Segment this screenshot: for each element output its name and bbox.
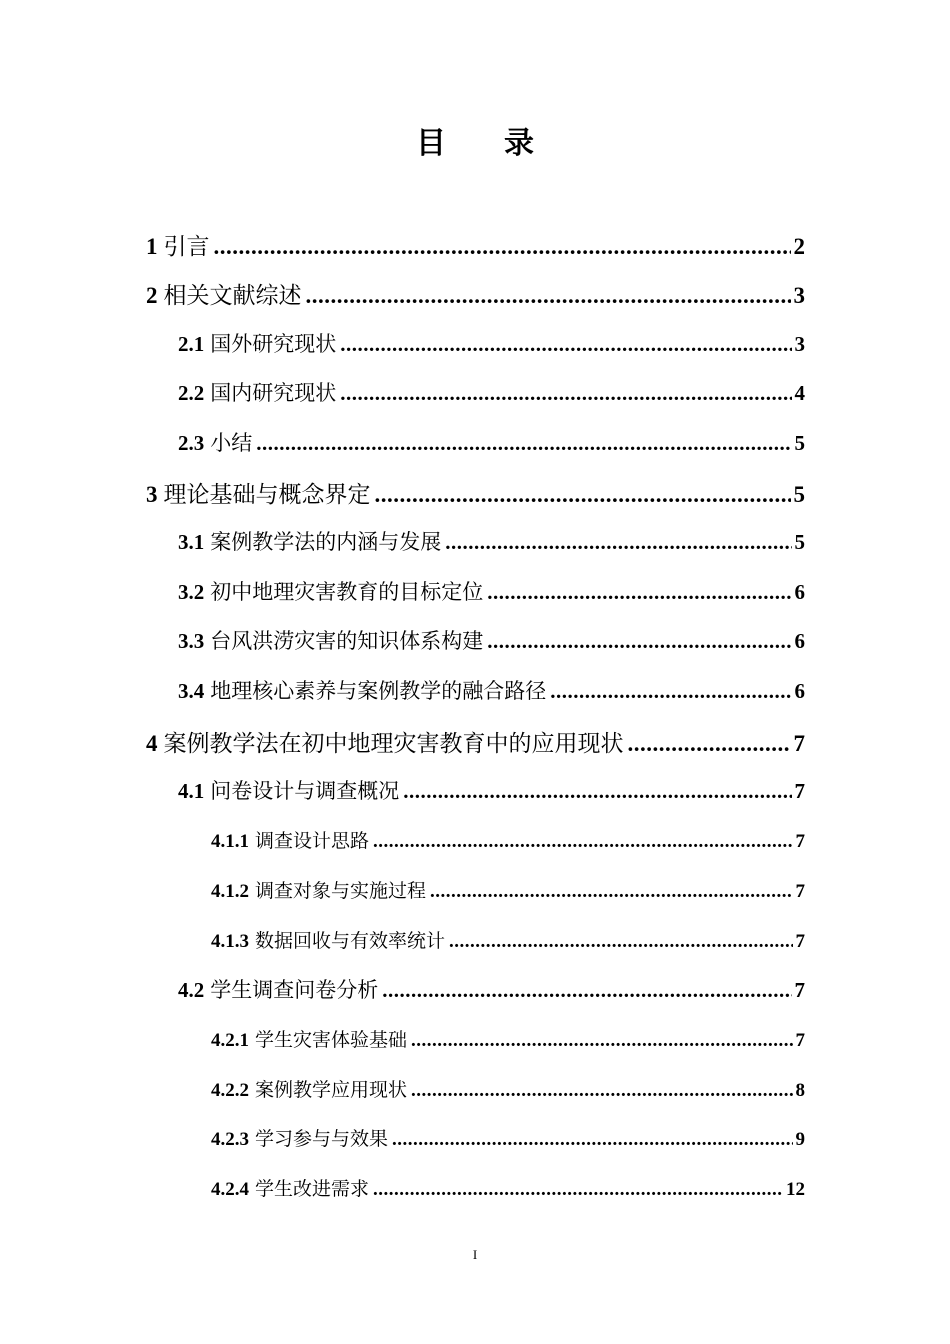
dot-leader xyxy=(375,482,791,508)
toc-entry-title: 调查设计思路 xyxy=(255,830,370,852)
toc-entry-title: 案例教学法在初中地理灾害教育中的应用现状 xyxy=(163,731,624,757)
toc-entry-title: 引言 xyxy=(163,234,210,260)
toc-entry-title: 初中地理灾害教育的目标定位 xyxy=(210,580,484,604)
toc-entry-3-2[interactable] xyxy=(178,576,805,606)
toc-entry-number: 4.2.3 xyxy=(211,1129,249,1150)
toc-entry-page: 4 xyxy=(794,381,805,405)
toc-entry-page: 9 xyxy=(795,1129,805,1150)
toc-entry-4-2[interactable] xyxy=(178,974,805,1004)
toc-entry-number: 3.2 xyxy=(178,580,205,604)
toc-entry-1[interactable] xyxy=(146,228,805,261)
dot-leader xyxy=(628,731,791,757)
toc-entry-4-1-2[interactable] xyxy=(211,876,805,903)
toc-entry-page: 8 xyxy=(795,1080,805,1101)
dot-leader xyxy=(487,629,791,654)
dot-leader xyxy=(382,978,791,1003)
dot-leader xyxy=(445,530,791,555)
toc-entry-page: 7 xyxy=(795,1030,805,1051)
toc-entry-title: 调查对象与实施过程 xyxy=(255,880,427,902)
toc-entry-page: 5 xyxy=(794,431,805,455)
dot-leader xyxy=(411,1030,792,1052)
toc-entry-number: 4.1.2 xyxy=(211,881,249,902)
toc-entry-number: 3.4 xyxy=(178,679,205,703)
toc-entry-2-1[interactable] xyxy=(178,328,805,358)
toc-entry-title: 问卷设计与调查概况 xyxy=(210,779,400,803)
toc-title xyxy=(0,118,950,162)
toc-entry-page: 7 xyxy=(795,831,805,852)
toc-entry-3-1[interactable] xyxy=(178,526,805,556)
toc-entry-title: 学生改进需求 xyxy=(255,1178,370,1200)
toc-entry-page: 6 xyxy=(794,679,805,703)
toc-entry-title: 国外研究现状 xyxy=(210,332,337,356)
toc-entry-number: 4.1.1 xyxy=(211,831,249,852)
toc-entry-page: 2 xyxy=(793,234,805,259)
dot-leader xyxy=(373,831,792,853)
toc-entry-number: 4.2.1 xyxy=(211,1030,249,1051)
toc-entry-page: 7 xyxy=(794,779,805,803)
toc-entry-number: 3 xyxy=(146,482,158,507)
toc-title-char-2: 录 xyxy=(504,127,534,160)
toc-title-char-1: 目 xyxy=(416,127,446,160)
toc-entry-title: 学生调查问卷分析 xyxy=(210,978,379,1002)
toc-entry-number: 2.2 xyxy=(178,381,205,405)
toc-entry-title: 相关文献综述 xyxy=(163,283,302,309)
toc-entry-page: 7 xyxy=(793,731,805,756)
dot-leader xyxy=(411,1080,792,1102)
toc-entry-page: 5 xyxy=(793,482,805,507)
dot-leader xyxy=(430,881,792,903)
toc-entry-number: 2.1 xyxy=(178,332,205,356)
toc-entry-number: 1 xyxy=(146,234,158,259)
toc-entry-page: 3 xyxy=(793,283,805,308)
toc-entry-number: 4.2 xyxy=(178,978,205,1002)
toc-entry-3[interactable] xyxy=(146,476,805,509)
toc-entry-4-1-1[interactable] xyxy=(211,826,805,853)
toc-entry-page: 6 xyxy=(794,629,805,653)
toc-entry-2-2[interactable] xyxy=(178,377,805,407)
toc-entry-page: 3 xyxy=(794,332,805,356)
toc-entry-number: 4.1 xyxy=(178,779,205,803)
dot-leader xyxy=(403,779,791,804)
toc-entry-page: 12 xyxy=(786,1179,805,1200)
dot-leader xyxy=(487,580,791,605)
toc-entry-page: 7 xyxy=(795,931,805,952)
dot-leader xyxy=(550,679,791,704)
toc-entry-title: 学习参与与效果 xyxy=(255,1128,389,1150)
toc-entry-number: 4.2.2 xyxy=(211,1080,249,1101)
toc-entry-number: 4 xyxy=(146,731,158,756)
toc-entry-number: 3.1 xyxy=(178,530,205,554)
dot-leader xyxy=(449,931,792,953)
toc-entry-4-2-2[interactable] xyxy=(211,1075,805,1102)
toc-entry-number: 2.3 xyxy=(178,431,205,455)
toc-entry-number: 3.3 xyxy=(178,629,205,653)
toc-entry-title: 地理核心素养与案例教学的融合路径 xyxy=(210,679,547,703)
toc-entry-4-2-4[interactable] xyxy=(211,1174,805,1201)
dot-leader xyxy=(340,381,791,406)
toc-entry-2-3[interactable] xyxy=(178,427,805,457)
dot-leader xyxy=(256,431,791,456)
toc-entry-number: 4.2.4 xyxy=(211,1179,249,1200)
toc-entry-4-2-3[interactable] xyxy=(211,1124,805,1151)
dot-leader xyxy=(306,283,791,309)
toc-entry-2[interactable] xyxy=(146,277,805,310)
toc-entry-page: 5 xyxy=(794,530,805,554)
toc-entry-title: 小结 xyxy=(210,431,253,455)
toc-entry-title: 数据回收与有效率统计 xyxy=(255,930,446,952)
toc-entry-title: 案例教学法的内涵与发展 xyxy=(210,530,442,554)
toc-entry-number: 4.1.3 xyxy=(211,931,249,952)
toc-entry-page: 7 xyxy=(794,978,805,1002)
page-number: I xyxy=(472,1247,478,1262)
toc-entry-title: 台风洪涝灾害的知识体系构建 xyxy=(210,629,484,653)
toc-entry-4[interactable] xyxy=(146,725,805,758)
toc-entry-title: 理论基础与概念界定 xyxy=(163,482,371,508)
toc-entry-title: 案例教学应用现状 xyxy=(255,1079,408,1101)
toc-entry-4-1-3[interactable] xyxy=(211,926,805,953)
toc-entry-number: 2 xyxy=(146,283,158,308)
dot-leader xyxy=(373,1179,783,1201)
toc-entry-3-4[interactable] xyxy=(178,675,805,705)
dot-leader xyxy=(214,234,791,260)
dot-leader xyxy=(392,1129,792,1151)
toc-entry-page: 7 xyxy=(795,881,805,902)
toc-entry-4-1[interactable] xyxy=(178,775,805,805)
toc-entry-title: 国内研究现状 xyxy=(210,381,337,405)
toc-entry-title: 学生灾害体验基础 xyxy=(255,1029,408,1051)
dot-leader xyxy=(340,332,791,357)
toc-entry-3-3[interactable] xyxy=(178,625,805,655)
toc-entry-page: 6 xyxy=(794,580,805,604)
toc-entry-4-2-1[interactable] xyxy=(211,1025,805,1052)
